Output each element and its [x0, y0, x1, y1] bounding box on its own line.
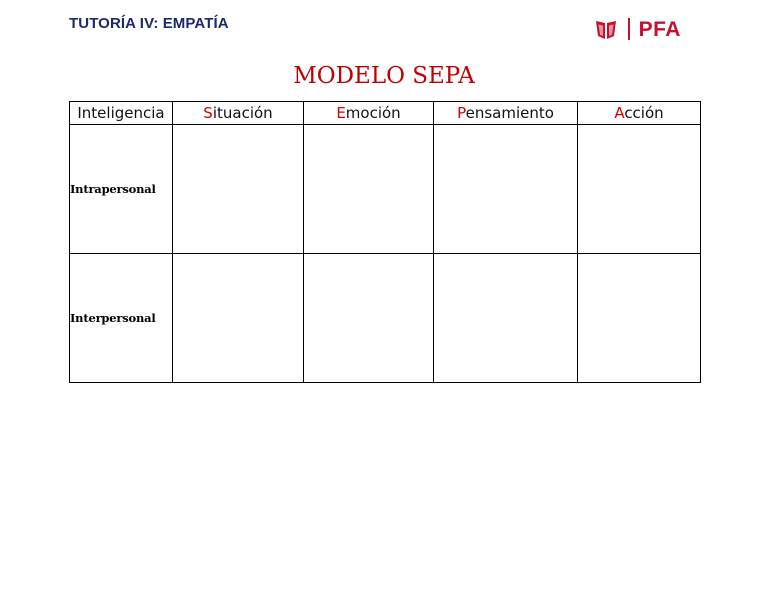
pfa-logo — [594, 16, 681, 42]
table-row-interpersonal — [70, 254, 701, 383]
column-header-situacion: Situación — [173, 102, 304, 125]
cell-intrapersonal-pensamiento[interactable] — [434, 125, 578, 254]
cell-intrapersonal-situacion[interactable] — [173, 125, 304, 254]
column-header-inteligencia: Inteligencia — [70, 102, 173, 125]
pfa-emblem-icon — [594, 17, 618, 41]
table-row-intrapersonal — [70, 125, 701, 254]
page-header-title: TUTORÍA IV: EMPATÍA — [69, 15, 229, 32]
cell-interpersonal-pensamiento[interactable] — [434, 254, 578, 383]
logo-divider — [628, 18, 630, 40]
logo-text: PFA — [638, 17, 681, 41]
sepa-table — [69, 101, 701, 383]
cell-interpersonal-emocion[interactable] — [304, 254, 434, 383]
document-title: MODELO SEPA — [293, 63, 475, 89]
column-header-emocion: Emoción — [304, 102, 434, 125]
column-header-accion: Acción — [578, 102, 701, 125]
row-label-interpersonal: Interpersonal — [70, 254, 173, 383]
cell-interpersonal-accion[interactable] — [578, 254, 701, 383]
cell-intrapersonal-emocion[interactable] — [304, 125, 434, 254]
column-header-pensamiento: Pensamiento — [434, 102, 578, 125]
row-label-intrapersonal: Intrapersonal — [70, 125, 173, 254]
cell-intrapersonal-accion[interactable] — [578, 125, 701, 254]
table-header-row — [70, 102, 701, 125]
cell-interpersonal-situacion[interactable] — [173, 254, 304, 383]
